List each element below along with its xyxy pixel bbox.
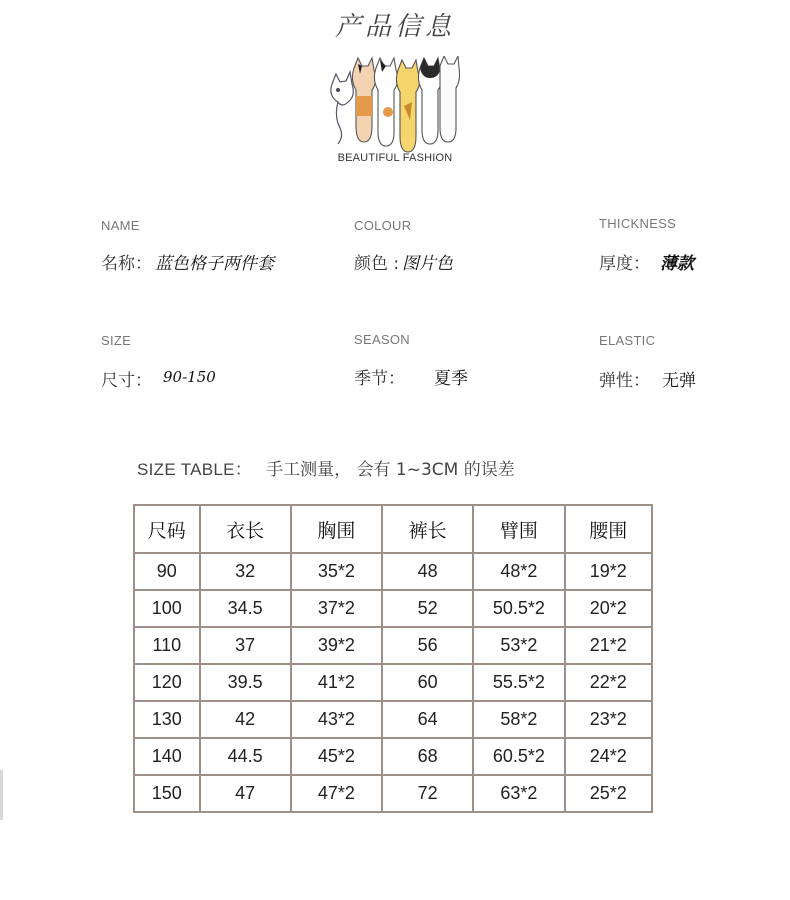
name-label-cn: 名称： xyxy=(101,254,152,274)
thickness-label-cn: 厚度： xyxy=(599,254,650,274)
header-length: 衣长 xyxy=(200,505,291,553)
table-cell: 48 xyxy=(382,553,473,590)
size-label-en: SIZE xyxy=(101,333,132,348)
name-label-en: NAME xyxy=(101,218,140,233)
table-cell: 32 xyxy=(200,553,291,590)
table-cell: 100 xyxy=(134,590,200,627)
table-cell: 90 xyxy=(134,553,200,590)
season-label-en: SEASON xyxy=(354,332,410,347)
table-cell: 64 xyxy=(382,701,473,738)
table-cell: 140 xyxy=(134,738,200,775)
table-row xyxy=(134,664,652,701)
table-cell: 19*2 xyxy=(565,553,652,590)
table-cell: 35*2 xyxy=(291,553,382,590)
table-cell: 44.5 xyxy=(200,738,291,775)
header-pants-length: 裤长 xyxy=(382,505,473,553)
header-size: 尺码 xyxy=(134,505,200,553)
thickness-label-en: THICKNESS xyxy=(599,216,677,231)
colour-label-cn: 颜色 : xyxy=(354,254,400,274)
table-cell: 47*2 xyxy=(291,775,382,812)
table-cell: 48*2 xyxy=(473,553,564,590)
season-label-cn: 季节： xyxy=(354,369,405,389)
table-cell: 39.5 xyxy=(200,664,291,701)
table-cell: 58*2 xyxy=(473,701,564,738)
header-chest: 胸围 xyxy=(291,505,382,553)
table-cell: 20*2 xyxy=(565,590,652,627)
table-cell: 110 xyxy=(134,627,200,664)
elastic-label-en: ELASTIC xyxy=(599,333,656,348)
header-waist: 腰围 xyxy=(565,505,652,553)
table-row xyxy=(134,775,652,812)
table-row xyxy=(134,738,652,775)
table-row xyxy=(134,590,652,627)
table-cell: 24*2 xyxy=(565,738,652,775)
table-cell: 120 xyxy=(134,664,200,701)
table-cell: 56 xyxy=(382,627,473,664)
table-cell: 50.5*2 xyxy=(473,590,564,627)
table-cell: 23*2 xyxy=(565,701,652,738)
table-row xyxy=(134,553,652,590)
elastic-label-cn: 弹性： xyxy=(599,371,650,391)
brand-text: BEAUTIFUL FASHION xyxy=(337,152,453,164)
table-cell: 22*2 xyxy=(565,664,652,701)
size-table-note: 手工测量， 会有 1~3CM 的误差 xyxy=(266,460,515,480)
table-cell: 60.5*2 xyxy=(473,738,564,775)
name-value: 蓝色格子两件套 xyxy=(155,254,274,274)
table-cell: 34.5 xyxy=(200,590,291,627)
table-cell: 39*2 xyxy=(291,627,382,664)
table-cell: 60 xyxy=(382,664,473,701)
table-cell: 45*2 xyxy=(291,738,382,775)
size-value: 90-150 xyxy=(163,368,216,386)
table-cell: 53*2 xyxy=(473,627,564,664)
table-cell: 130 xyxy=(134,701,200,738)
table-cell: 150 xyxy=(134,775,200,812)
table-cell: 43*2 xyxy=(291,701,382,738)
size-table-title-en: SIZE TABLE： xyxy=(137,460,253,479)
colour-value: 图片色 xyxy=(402,254,453,274)
table-cell: 21*2 xyxy=(565,627,652,664)
table-row xyxy=(134,701,652,738)
table-cell: 52 xyxy=(382,590,473,627)
thickness-value: 薄款 xyxy=(660,254,694,274)
table-cell: 47 xyxy=(200,775,291,812)
size-label-cn: 尺寸： xyxy=(101,371,152,391)
season-value: 夏季 xyxy=(434,369,468,389)
table-cell: 42 xyxy=(200,701,291,738)
page-title: 产品信息 xyxy=(334,12,455,42)
colour-label-en: COLOUR xyxy=(354,218,412,233)
table-cell: 72 xyxy=(382,775,473,812)
table-cell: 25*2 xyxy=(565,775,652,812)
cat-illustration xyxy=(331,72,353,144)
header-arm: 臂围 xyxy=(473,505,564,553)
table-cell: 41*2 xyxy=(291,664,382,701)
table-row xyxy=(134,627,652,664)
table-cell: 55.5*2 xyxy=(473,664,564,701)
edge-mark xyxy=(0,770,3,820)
size-table xyxy=(133,504,653,813)
size-table-header-row xyxy=(134,505,652,553)
elastic-value: 无弹 xyxy=(662,371,696,391)
table-cell: 37*2 xyxy=(291,590,382,627)
table-cell: 63*2 xyxy=(473,775,564,812)
table-cell: 37 xyxy=(200,627,291,664)
size-table-title xyxy=(137,455,515,480)
table-cell: 68 xyxy=(382,738,473,775)
